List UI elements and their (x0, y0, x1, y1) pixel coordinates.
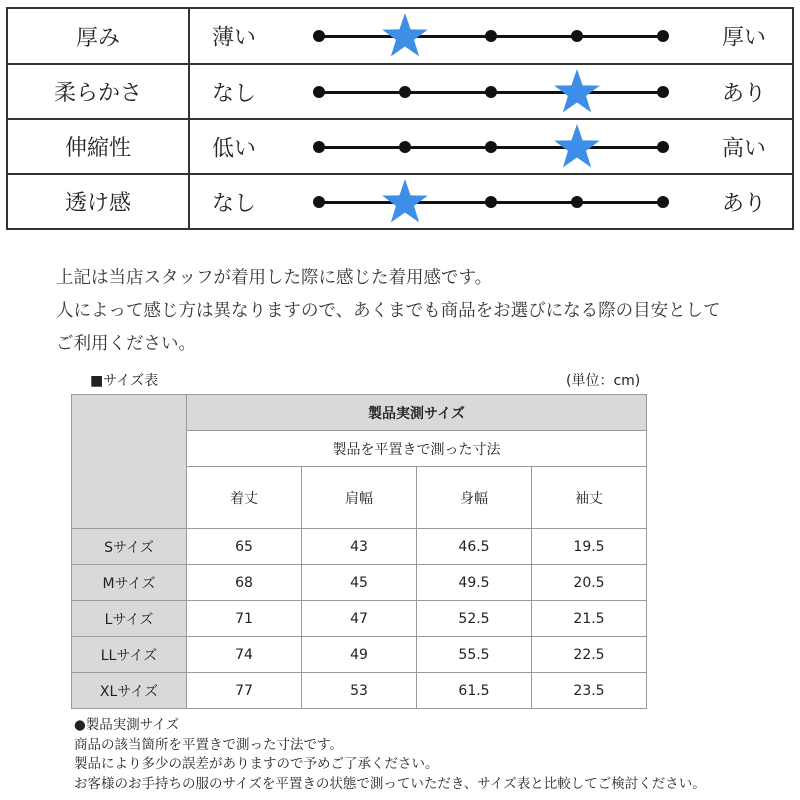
scale-dot (313, 86, 325, 98)
scale-low-label: 薄い (212, 25, 257, 51)
scale-low-label: 低い (212, 136, 257, 161)
feel-scale (190, 175, 792, 228)
table-row (72, 673, 647, 709)
table-cell: 71 (187, 601, 302, 637)
footnote-line: 商品の該当箇所を平置きで測った寸法です。 (74, 736, 343, 753)
table-cell: 53 (302, 673, 417, 709)
column-header: 袖丈 (532, 467, 647, 529)
footnote-line: お客様のお手持ちの服のサイズを平置きの状態で測っていただき、サイズ表と比較してご検討ください。 (74, 775, 706, 792)
note-line: 上記は当店スタッフが着用した際に感じた着用感です。 (56, 268, 493, 288)
table-cell: 20.5 (532, 565, 647, 601)
table-cell: 49.5 (417, 565, 532, 601)
table-cell: 61.5 (417, 673, 532, 709)
scale-dot (313, 196, 325, 208)
corner-cell (72, 395, 187, 529)
size-table-caption: ■サイズ表 (90, 373, 159, 389)
scale-high-label: あり (722, 81, 767, 106)
feel-label: 厚み (8, 9, 190, 63)
table-cell: 46.5 (417, 529, 532, 565)
scale-low-label: なし (212, 191, 257, 216)
feel-label: 伸縮性 (8, 120, 190, 173)
feel-label: 柔らかさ (8, 65, 190, 118)
feel-scale (190, 120, 792, 173)
scale-dot (485, 196, 497, 208)
size-label: LLサイズ (72, 637, 187, 673)
table-row (72, 529, 647, 565)
scale-dot (571, 196, 583, 208)
feel-label: 透け感 (8, 175, 190, 228)
scale-dot (657, 196, 669, 208)
feel-row-thickness (8, 9, 792, 63)
scale-dot (313, 30, 325, 42)
size-label: XLサイズ (72, 673, 187, 709)
table-row (72, 565, 647, 601)
scale-dot (657, 86, 669, 98)
rating-star-icon (380, 177, 430, 227)
table-cell: 65 (187, 529, 302, 565)
table-cell: 47 (302, 601, 417, 637)
note-line: 人によって感じ方は異なりますので、あくまでも商品をお選びになる際の目安として (56, 301, 721, 321)
feel-row-softness (8, 63, 792, 118)
table-cell: 21.5 (532, 601, 647, 637)
table-cell: 77 (187, 673, 302, 709)
scale-dot (571, 30, 583, 42)
table-cell: 52.5 (417, 601, 532, 637)
header-main: 製品実測サイズ (187, 395, 647, 431)
rating-star-icon (380, 11, 430, 61)
footnote-line: 製品により多少の誤差がありますので予めご了承ください。 (74, 756, 439, 772)
feel-row-stretch (8, 118, 792, 173)
column-header: 身幅 (417, 467, 532, 529)
scale-dot (657, 141, 669, 153)
table-cell: 49 (302, 637, 417, 673)
feel-table (6, 7, 794, 230)
size-label: Lサイズ (72, 601, 187, 637)
size-label: Mサイズ (72, 565, 187, 601)
table-cell: 19.5 (532, 529, 647, 565)
unit-label: (単位：cm) (566, 373, 641, 389)
footnote-title: ●製品実測サイズ (74, 717, 180, 733)
rating-star-icon (552, 67, 602, 117)
table-cell: 23.5 (532, 673, 647, 709)
table-cell: 45 (302, 565, 417, 601)
scale-dot (485, 30, 497, 42)
column-header: 着丈 (187, 467, 302, 529)
scale-dot (399, 86, 411, 98)
header-sub: 製品を平置きで測った寸法 (187, 431, 647, 467)
scale-high-label: 高い (722, 136, 767, 161)
feel-scale (190, 9, 792, 63)
wear-feel-note (56, 262, 776, 361)
table-cell: 74 (187, 637, 302, 673)
scale-dot (313, 141, 325, 153)
scale-dot (485, 141, 497, 153)
scale-dot (399, 141, 411, 153)
size-label: Sサイズ (72, 529, 187, 565)
footnote (74, 716, 706, 794)
table-cell: 22.5 (532, 637, 647, 673)
table-cell: 43 (302, 529, 417, 565)
size-table (71, 394, 647, 709)
rating-star-icon (552, 122, 602, 172)
table-row (72, 601, 647, 637)
column-header: 肩幅 (302, 467, 417, 529)
table-row (72, 637, 647, 673)
scale-high-label: あり (722, 191, 767, 216)
table-cell: 55.5 (417, 637, 532, 673)
scale-dot (485, 86, 497, 98)
note-line: ご利用ください。 (56, 334, 196, 354)
scale-dot (657, 30, 669, 42)
scale-high-label: 厚い (722, 25, 767, 51)
scale-low-label: なし (212, 81, 257, 106)
table-cell: 68 (187, 565, 302, 601)
feel-scale (190, 65, 792, 118)
feel-row-sheerness (8, 173, 792, 228)
